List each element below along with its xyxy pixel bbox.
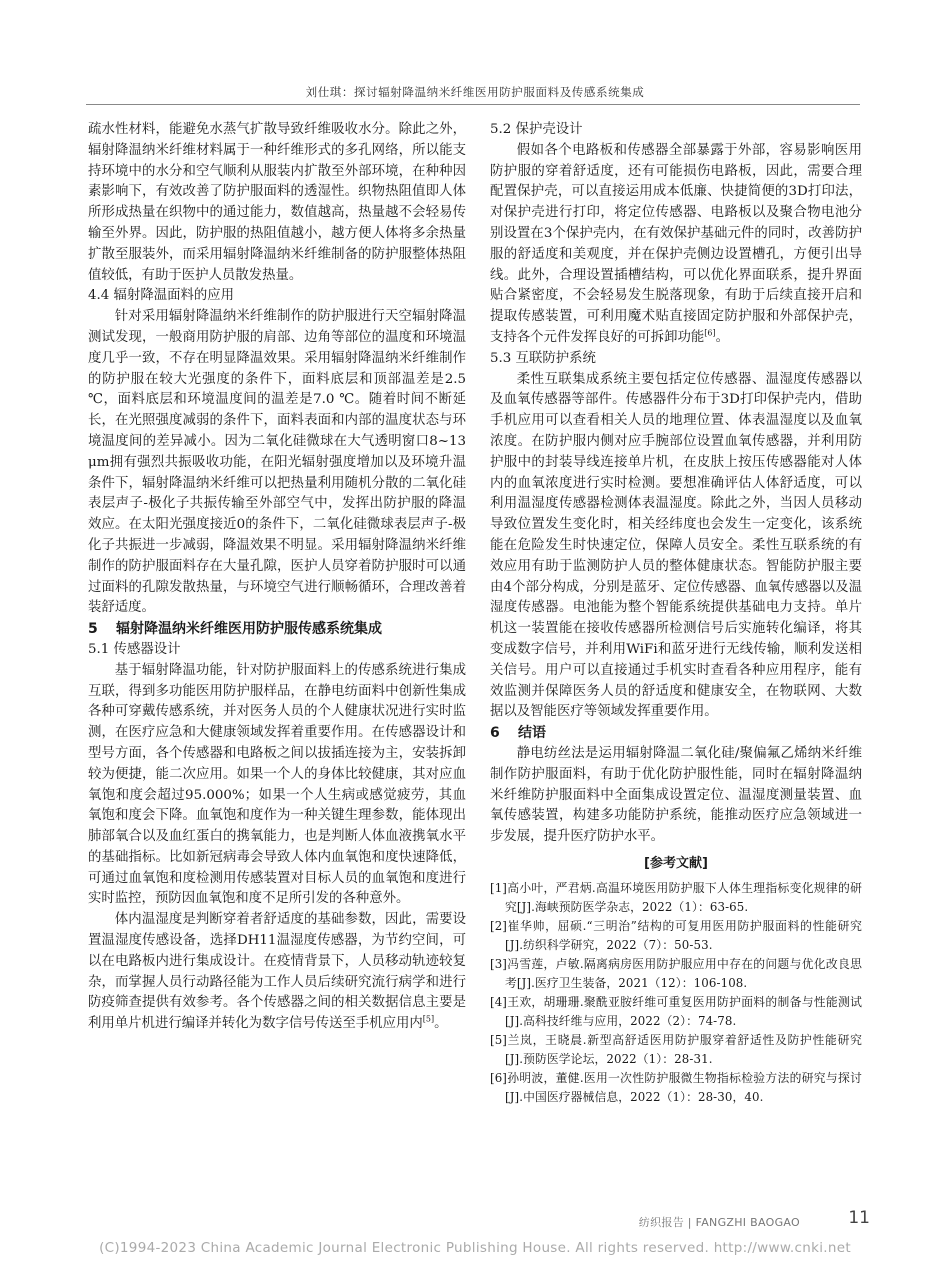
- reference-item: [5]兰岚，王晓晨.新型高舒适医用防护服穿着舒适性及防护性能研究[J].预防医学论坛，2022（1）：28-31.: [490, 1032, 862, 1066]
- references-title: [参考文献]: [644, 855, 708, 871]
- section-title-5: 辐射降温纳米纤维医用防护服传感系统集成: [116, 621, 382, 638]
- paragraph-5-1b: [88, 910, 466, 1035]
- paragraph-5-2-text: 假如各个电路板和传感器全部暴露于外部，容易影响医用防护服的穿着舒适度，还有可能损伤电路板，因此，需要合理配置保护壳，可以直接运用成本低廉、快捷简便的3D打印法，对保护壳进行打印，将定位传感器、电路板以及聚合物电池分别设置在3个保护壳内，在有效保护基础元件的同时，改善防护服的舒适度和美观度，并在保护壳侧边设置槽孔，方便引出导线。此外，合理设置插槽结构，可以优化界面联系，提升界面贴合紧密度，不会轻易发生脱落现象，有助于后续直接开启和提取传感装置，可利用魔术贴直接固定防护服和外部保护壳，支持各个元件发挥良好的可拆卸功能: [490, 142, 862, 345]
- section-heading-5: [88, 619, 466, 640]
- section-heading-5-3: 5.3 互联防护系统: [490, 350, 596, 366]
- paragraph-continuation: 疏水性材料，能避免水蒸气扩散导致纤维吸收水分。除此之外，辐射降温纳米纤维材料属于一种纤维形式的多孔网络，所以能支持环境中的水分和空气顺利从服装内扩散至外部环境，在种种因素影响下，有效改善了防护服面料的透湿性。织物热阻值即人体所形成热量在织物中的通过能力，数值越高，热量越不会轻易传输至外界。因此，防护服的热阻值越小，越方便人体将多余热量扩散至服装外，而采用辐射降温纳米纤维制备的防护服整体热阻值较低，有助于医护人员散发热量。: [88, 122, 466, 283]
- paragraph-5-2: [490, 141, 862, 349]
- right-column: [490, 120, 862, 1107]
- reference-item: [1]高小叶，严君炳.高温环境医用防护服下人体生理指标变化规律的研究[J].海峡预防医学杂志，2022（1）：63-65.: [490, 880, 862, 914]
- paragraph-5-2-end: 。: [715, 329, 729, 345]
- reference-item: [4]王欢，胡珊珊.聚酰亚胺纤维可重复医用防护面料的制备与性能测试[J].高科技纤维与应用，2022（2）：74-78.: [490, 994, 862, 1028]
- header-divider: [86, 104, 860, 105]
- journal-name: 纺织报告 | FANGZHI BAOGAO: [638, 1216, 800, 1229]
- section-heading-5-2: 5.2 保护壳设计: [490, 122, 583, 137]
- section-title-6: 结语: [518, 725, 546, 742]
- section-heading-6: [490, 723, 862, 744]
- citation-6[interactable]: [6]: [704, 328, 716, 338]
- paragraph-5-1b-text: 体内温湿度是判断穿着者舒适度的基础参数，因此，需要设置温湿度传感设备，选择DH11温湿度传感器，为节约空间，可以在电路板内进行集成设计。在疫情背景下，人员移动轨迹较复杂，而掌握人员行动路径能为工作人员后续研究流行病学和进行防疫筛查提供有效参考。各个传感器之间的相关数据信息主要是利用单片机进行编译并转化为数字信号传送至手机应用内: [88, 912, 466, 1032]
- paragraph-5-1b-end: 。: [434, 1016, 448, 1032]
- paragraph-4-4: 针对采用辐射降温纳米纤维制作的防护服进行天空辐射降温测试发现，一般商用防护服的肩部、边角等部位的温度和环境温度几乎一致，不存在明显降温效果。采用辐射降温纳米纤维制作的防护服在较大光强度的条件下，面料底层和顶部温差是2.5 ℃，面料底层和环境温度间的温差是7.0 ℃。随着时间不断延长，在光照强度减弱的条件下，面料表面和内部的温度状态与环境温度间的差异减小。因为二氧化硅微球在大气透明窗口8~13 μm拥有强烈共振吸收功能，在阳光辐射强度增加以及环境升温条件下，辐射降温纳米纤维可以把热量利用随机分散的二氧化硅表层声子-极化子共振传输至外部空气中，发挥出防护服的降温效应。在太阳光强度接近0的条件下，二氧化硅微球表层声子-极化子共振进一步减弱，降温效果不明显。采用辐射降温纳米纤维制作的防护服面料存在大量孔隙，医护人员穿着防护服时可以通过面料的孔隙发散热量，与环境空气进行顺畅循环，合理改善着装舒适度。: [88, 309, 466, 616]
- running-header: 刘仕琪：探讨辐射降温纳米纤维医用防护服面料及传感系统集成: [305, 85, 645, 99]
- copyright-watermark: (C)1994-2023 China Academic Journal Electronic Publishing House. All rights reserved. http://www.cnki.net: [99, 1240, 851, 1256]
- section-number-5: 5: [88, 621, 98, 638]
- paragraph-5-3: 柔性互联集成系统主要包括定位传感器、温湿度传感器以及血氧传感器等部件。传感器件分布于3D打印保护壳内，借助手机应用可以查看相关人员的地理位置、体表温湿度以及血氧浓度。在防护服内侧对应手腕部位设置血氧传感器，并利用防护服中的封装导线连接单片机，在皮肤上按压传感器能对人体内的血氧浓度进行实时检测。要想准确评估人体舒适度，可以利用温湿度传感器检测体表温湿度。除此之外，当因人员移动导致位置发生变化时，相关经纬度也会发生一定变化，该系统能在危险发生时快速定位，保障人员安全。柔性互联系统的有效应用有助于监测防护人员的整体健康状态。智能防护服主要由4个部分构成，分别是蓝牙、定位传感器、血氧传感器以及温湿度传感器。电池能为整个智能系统提供基础电力支持。单片机这一装置能在接收传感器所检测信号后实施转化编译，将其变成数字信号，并利用WiFi和蓝牙进行无线传输，顺利发送相关信号。用户可以直接通过手机实时查看各种应用程序，能有效监测并保障医务人员的舒适度和健康安全，在物联网、大数据以及智能医疗等领域发挥重要作用。: [490, 371, 862, 720]
- left-column: [88, 120, 466, 1035]
- section-number-6: 6: [490, 725, 500, 742]
- reference-item: [2]崔华帅，屈硕.“三明治”结构的可复用医用防护服面料的性能研究[J].纺织科学研究，2022（7）：50-53.: [490, 918, 862, 952]
- citation-5[interactable]: [5]: [422, 1014, 435, 1024]
- section-heading-5-1: 5.1 传感器设计: [88, 641, 181, 657]
- paragraph-6: 静电纺丝法是运用辐射降温二氧化硅/聚偏氟乙烯纳米纤维制作防护服面料，有助于优化防护服性能，同时在辐射降温纳米纤维防护服面料中全面集成设置定位、温湿度测量装置、血氧传感装置，构建多功能防护系统，能推动医疗应急领域进一步发展，提升医疗防护水平。: [490, 745, 862, 845]
- section-heading-4-4: 4.4 辐射降温面料的应用: [88, 288, 235, 304]
- page-number: 11: [848, 1208, 870, 1228]
- paragraph-5-1: 基于辐射降温功能，针对防护服面料上的传感系统进行集成互联，得到多功能医用防护服样品，在静电纺面料中创新性集成各种可穿戴传感系统，并对医务人员的个人健康状况进行实时监测，在医疗应急和大健康领域发挥着重要作用。在传感器设计和型号方面，各个传感器和电路板之间以拔插连接为主，安装拆卸较为便捷，能二次应用。如果一个人的身体比较健康，其对应血氧饱和度会超过95.000%；如果一个人生病或感觉疲劳，其血氧饱和度会下降。血氧饱和度作为一种关键生理参数，能体现出肺部氧合以及血红蛋白的携氧能力，也是判断人体血液携氧水平的基础指标。比如新冠病毒会导致人体内血氧饱和度快速降低，可通过血氧饱和度检测用传感装置对目标人员的血氧饱和度进行实时监控，预防因血氧饱和度不足所引发的各种意外。: [88, 662, 466, 907]
- reference-item: [6]孙明波，董健.医用一次性防护服微生物指标检验方法的研究与探讨[J].中国医疗器械信息，2022（1）：28-30，40.: [490, 1070, 862, 1104]
- reference-item: [3]冯雪莲，卢敏.隔离病房医用防护服应用中存在的问题与优化改良思考[J].医疗卫生装备，2021（12）：106-108.: [490, 956, 862, 990]
